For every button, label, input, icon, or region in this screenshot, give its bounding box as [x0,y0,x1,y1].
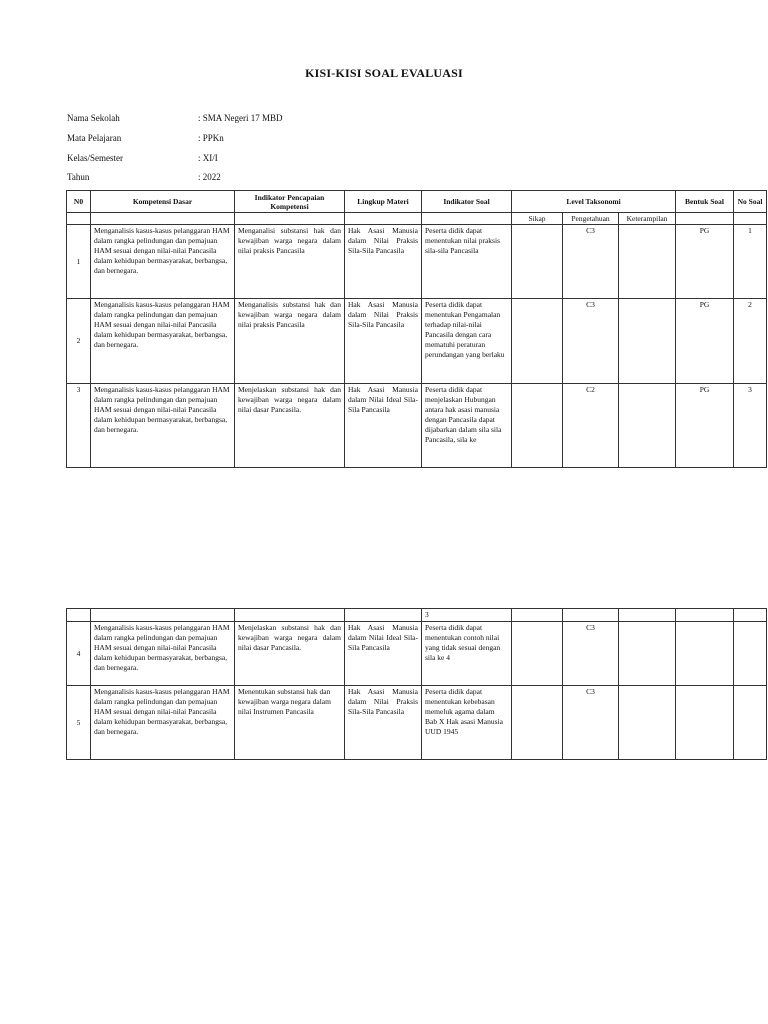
row-bentuk-soal: PG [676,384,734,468]
header-indikator-soal: Indikator Soal [422,191,512,213]
table-row [67,225,767,299]
row-sikap [512,225,563,299]
row-kompetensi-dasar: Menganalisis kasus-kasus pelanggaran HAM dalam rangka pelindungan dan pemajuan HAM sesuai dengan nilai-nilai Pancasila dalam kehidupan bermasyarakat, berbangsa, dan bernegara. [91,384,235,468]
table-row [67,686,767,760]
row-lingkup-materi [345,609,422,622]
row-kompetensi-dasar [91,609,235,622]
row-indikator-soal: Peserta didik dapat menentukan nilai praksis sila-sila Pancasila [422,225,512,299]
header-lingkup-materi: Lingkup Materi [345,191,422,213]
row-keterampilan [619,299,676,384]
table-row [67,299,767,384]
row-pengetahuan: C3 [563,225,619,299]
row-lingkup-materi: Hak Asasi Manusia dalam Nilai Praksis Sila-Sila Pancasila [345,225,422,299]
row-indikator-soal: 3 [422,609,512,622]
row-no-soal [734,622,767,686]
row-no-soal [734,609,767,622]
header-sikap: Sikap [512,213,563,225]
meta-label-school: Nama Sekolah [67,113,120,123]
row-keterampilan [619,686,676,760]
row-no-soal: 2 [734,299,767,384]
row-indikator-pencapaian: Menjelaskan substansi hak dan kewajiban warga negara dalam nilai dasar Pancasila. [235,384,345,468]
row-indikator-pencapaian: Menganalisis substansi hak dan kewajiban warga negara dalam nilai praksis Pancasila [235,299,345,384]
kisi-kisi-table [66,190,767,468]
row-no-soal: 1 [734,225,767,299]
row-indikator-soal: Peserta didik dapat menentukan Pengamalan terhadap nilai-nilai Pancasila dengan cara mematuhi peraturan perundangan yang berlaku [422,299,512,384]
header-bentuk-soal: Bentuk Soal [676,191,734,213]
row-bentuk-soal: PG [676,299,734,384]
meta-value-school: : SMA Negeri 17 MBD [198,113,283,123]
row-sikap [512,686,563,760]
row-indikator-pencapaian [235,609,345,622]
row-no: 5 [67,686,91,760]
row-bentuk-soal: PG [676,225,734,299]
row-kompetensi-dasar: Menganalisis kasus-kasus pelanggaran HAM dalam rangka pelindungan dan pemajuan HAM sesuai dengan nilai-nilai Pancasila dalam kehidupan bermasyarakat, berbangsa, dan bernegara. [91,299,235,384]
row-indikator-pencapaian: Menentukan substansi hak dan kewajiban warga negara dalam nilai Instrumen Pancasila [235,686,345,760]
row-pengetahuan: C3 [563,686,619,760]
table-row [67,609,767,622]
row-sikap [512,622,563,686]
header-no-soal: No Soal [734,191,767,213]
row-pengetahuan: C2 [563,384,619,468]
document-title: KISI-KISI SOAL EVALUASI [305,66,463,80]
row-pengetahuan: C3 [563,299,619,384]
row-sikap [512,384,563,468]
row-keterampilan [619,609,676,622]
row-no: 1 [67,225,91,299]
header-keterampilan: Keterampilan [619,213,676,225]
meta-value-subject: : PPKn [198,133,224,143]
row-no-soal [734,686,767,760]
row-pengetahuan: C3 [563,622,619,686]
row-kompetensi-dasar: Menganalisis kasus-kasus pelanggaran HAM dalam rangka pelindungan dan pemajuan HAM sesuai dengan nilai-nilai Pancasila dalam kehidupan bermasyarakat, berbangsa, dan bernegara. [91,622,235,686]
row-no: 4 [67,622,91,686]
row-kompetensi-dasar: Menganalisis kasus-kasus pelanggaran HAM dalam rangka pelindungan dan pemajuan HAM sesuai dengan nilai-nilai Pancasila dalam kehidupan bermasyarakat, berbangsa, dan bernegara. [91,225,235,299]
row-bentuk-soal [676,609,734,622]
row-bentuk-soal [676,686,734,760]
row-kompetensi-dasar: Menganalisis kasus-kasus pelanggaran HAM dalam rangka pelindungan dan pemajuan HAM sesuai dengan nilai-nilai Pancasila dalam kehidupan bermasyarakat, berbangsa, dan bernegara. [91,686,235,760]
table-row [67,622,767,686]
header-no: N0 [67,191,91,213]
row-indikator-soal: Peserta didik dapat menentukan kebebasan memeluk agama dalam Bab X Hak asasi Manusia UUD 1945 [422,686,512,760]
row-lingkup-materi: Hak Asasi Manusia dalam Nilai Ideal Sila-Sila Pancasila [345,384,422,468]
row-indikator-pencapaian: Menganalisi substansi hak dan kewajiban warga negara dalam nilai praksis Pancasila [235,225,345,299]
row-sikap [512,299,563,384]
table-row [67,384,767,468]
row-indikator-soal: Peserta didik dapat menentukan contoh nilai yang tidak sesuai dengan sila ke 4 [422,622,512,686]
row-lingkup-materi: Hak Asasi Manusia dalam Nilai Praksis Sila-Sila Pancasila [345,299,422,384]
row-keterampilan [619,384,676,468]
row-no: 3 [67,384,91,468]
header-kompetensi-dasar: Kompetensi Dasar [91,191,235,213]
meta-value-class: : XI/I [198,153,218,163]
row-no-soal: 3 [734,384,767,468]
row-pengetahuan [563,609,619,622]
row-keterampilan [619,622,676,686]
row-no [67,609,91,622]
row-indikator-soal: Peserta didik dapat menjelaskan Hubungan antara hak asasi manusia dengan Pancasila dapat dijabarkan dalam sila sila Pancasila, sila ke [422,384,512,468]
row-lingkup-materi: Hak Asasi Manusia dalam Nilai Ideal Sila-Sila Pancasila [345,622,422,686]
header-pengetahuan: Pengetahuan [563,213,619,225]
meta-value-year: : 2022 [198,172,221,182]
row-bentuk-soal [676,622,734,686]
header-indikator-pencapaian: Indikator Pencapaian Kompetensi [235,191,345,213]
row-lingkup-materi: Hak Asasi Manusia dalam Nilai Praksis Sila-Sila Pancasila [345,686,422,760]
header-row [67,191,767,213]
row-keterampilan [619,225,676,299]
row-no: 2 [67,299,91,384]
row-indikator-pencapaian: Menjelaskan substansi hak dan kewajiban warga negara dalam nilai dasar Pancasila. [235,622,345,686]
meta-label-subject: Mata Pelajaran [67,133,122,143]
header-level-taksonomi: Level Taksonomi [512,191,676,213]
kisi-kisi-table-continued [66,608,767,760]
meta-label-class: Kelas/Semester [67,153,123,163]
row-sikap [512,609,563,622]
subheader-row [67,213,767,225]
meta-label-year: Tahun [67,172,90,182]
